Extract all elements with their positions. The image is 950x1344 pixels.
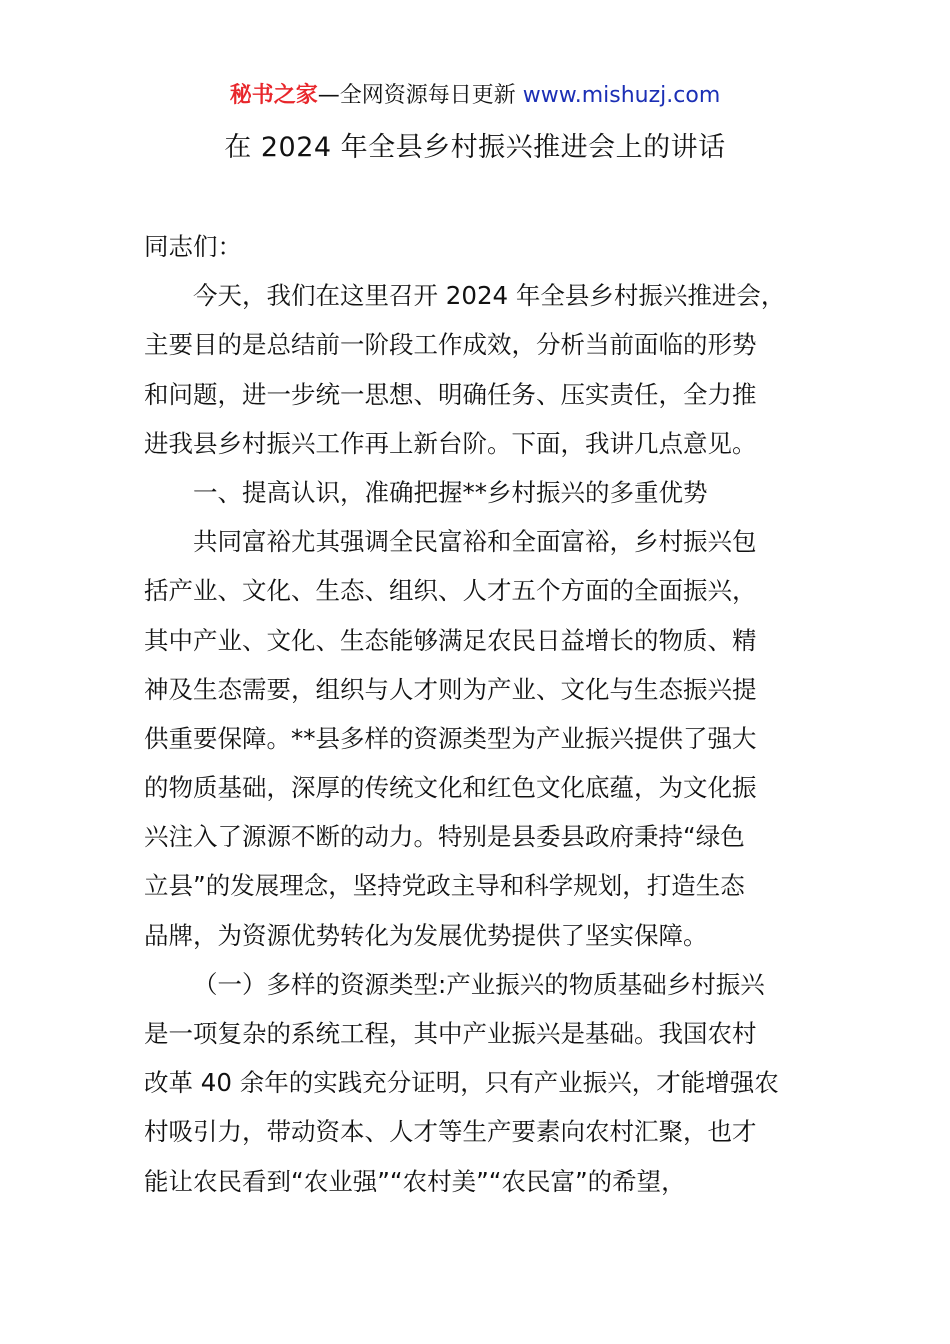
paragraph-line: 神及生态需要，组织与人才则为产业、文化与生态振兴提 (144, 674, 757, 704)
paragraph-line: 是一项复杂的系统工程，其中产业振兴是基础。我国农村 (144, 1019, 757, 1048)
paragraph-line: 的物质基础，深厚的传统文化和红色文化底蕴，为文化振 (144, 773, 757, 803)
paragraph-line: （一）多样的资源类型:产业振兴的物质基础乡村振兴 (193, 969, 765, 999)
site-url-link[interactable]: www.mishuzj.com (522, 83, 721, 108)
paragraph-line: 改革 40 余年的实践充分证明，只有产业振兴，才能增强农 (144, 1068, 779, 1098)
paragraph-line: 其中产业、文化、生态能够满足农民日益增长的物质、精 (144, 625, 757, 655)
salutation: 同志们： (144, 232, 242, 261)
section-heading: 一、提高认识，准确把握**乡村振兴的多重优势 (193, 477, 708, 507)
document-body (144, 222, 808, 1206)
paragraph-line: 进我县乡村振兴工作再上新台阶。下面，我讲几点意见。 (144, 428, 757, 458)
header-tagline: —全网资源每日更新 (317, 83, 523, 108)
paragraph-line: 立县”的发展理念，坚持党政主导和科学规划，打造生态 (144, 871, 745, 901)
paragraph-line: 品牌，为资源优势转化为发展优势提供了坚实保障。 (144, 920, 708, 950)
paragraph-line: 村吸引力，带动资本、人才等生产要素向农村汇聚，也才 (144, 1117, 757, 1147)
paragraph-line: 和问题，进一步统一思想、明确任务、压实责任，全力推 (144, 379, 757, 409)
site-header (0, 80, 950, 112)
paragraph-line: 能让农民看到“农业强”“农村美”“农民富”的希望， (144, 1166, 686, 1196)
paragraph-line: 今天，我们在这里召开 2024 年全县乡村振兴推进会， (193, 281, 786, 311)
brand-name: 秘书之家 (229, 83, 318, 108)
paragraph-line: 主要目的是总结前一阶段工作成效，分析当前面临的形势 (144, 330, 757, 360)
paragraph-line: 括产业、文化、生态、组织、人才五个方面的全面振兴， (144, 576, 757, 606)
paragraph-line: 兴注入了源源不断的动力。特别是县委县政府秉持“绿色 (144, 822, 745, 852)
paragraph-line: 共同富裕尤其强调全民富裕和全面富裕，乡村振兴包 (193, 527, 757, 557)
document-title: 在 2024 年全县乡村振兴推进会上的讲话 (224, 132, 726, 163)
paragraph-line: 供重要保障。**县多样的资源类型为产业振兴提供了强大 (144, 723, 757, 753)
